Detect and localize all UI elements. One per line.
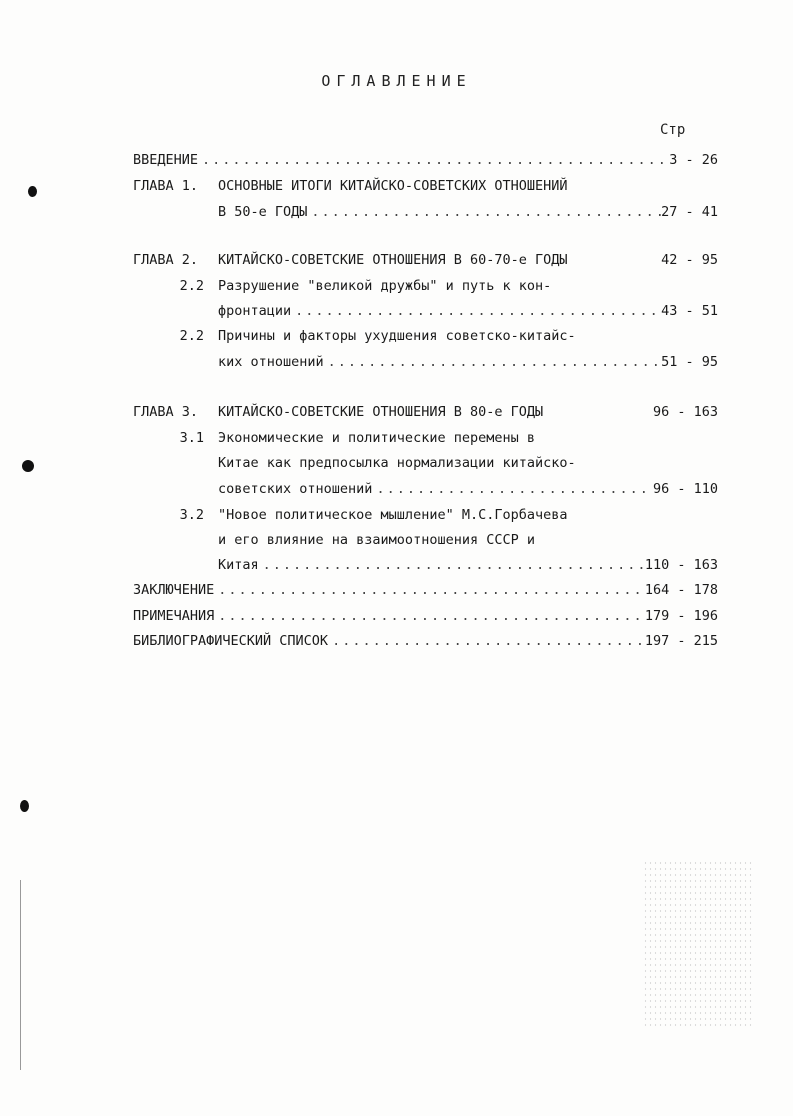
toc-leader-dots (307, 202, 661, 222)
toc-leader-dots (198, 150, 669, 170)
toc-entry-text: Причины и факторы ухудшения советско-китайс- (218, 328, 576, 344)
toc-row-section-3-1-cont2 (133, 479, 718, 499)
toc-entry-text: "Новое политическое мышление" М.С.Горбачева (218, 507, 568, 523)
toc-entry-pages: 43 - 51 (661, 303, 718, 319)
toc-section-label: 3.2 (179, 507, 204, 523)
toc-entry-pages: 197 - 215 (644, 633, 718, 649)
toc-row-section-2-2-cont (133, 352, 718, 372)
toc-leader-dots (324, 352, 661, 372)
toc-entry-pages: 3 - 26 (669, 152, 718, 168)
toc-entry-pages: 51 - 95 (661, 354, 718, 370)
toc-row-bibliography (133, 631, 718, 651)
toc-chapter-label (133, 202, 218, 222)
page-title: ОГЛАВЛЕНИЕ (321, 72, 472, 90)
page-column-header: Стр (660, 122, 686, 138)
scan-noise (643, 860, 753, 1030)
toc-row-section-2-1-cont (133, 301, 718, 321)
toc-row-introduction (133, 150, 718, 170)
toc-entry-text: ПРИМЕЧАНИЯ (133, 608, 215, 624)
toc-leader-dots (372, 479, 653, 499)
toc-entry-text: фронтации (218, 303, 292, 319)
toc-entry-text: ВВЕДЕНИЕ (133, 152, 199, 168)
toc-entry-text: Китае как предпосылка нормализации китайско- (218, 455, 576, 471)
toc-section-label (133, 530, 218, 550)
toc-section-label: 2.2 (179, 328, 204, 344)
toc-entry-text: Экономические и политические перемены в (218, 430, 535, 446)
toc-entry-pages: 96 - 163 (652, 404, 718, 420)
toc-row-section-3-1 (133, 428, 718, 448)
scan-hole-mark (28, 186, 37, 197)
toc-row-conclusion (133, 580, 718, 600)
toc-row-section-3-2 (133, 505, 718, 525)
toc-entry-text: Китая (218, 557, 259, 573)
toc-row-notes (133, 606, 718, 626)
toc-entry-text: и его влияние на взаимоотношения СССР и (218, 532, 535, 548)
toc-entry-text: советских отношений (218, 481, 373, 497)
toc-row-chapter-2 (133, 250, 718, 270)
scan-edge-line (20, 880, 21, 1070)
toc-leader-dots (214, 606, 645, 626)
toc-row-section-2-1 (133, 276, 718, 296)
toc-section-label (133, 555, 218, 575)
toc-leader-dots (291, 301, 661, 321)
toc-section-label (133, 352, 218, 372)
toc-entry-pages: 110 - 163 (644, 557, 718, 573)
toc-row-chapter-1-cont (133, 202, 718, 222)
toc-leader-dots (214, 580, 645, 600)
toc-chapter-label: ГЛАВА 3. (133, 404, 199, 420)
toc-chapter-label: ГЛАВА 1. (133, 178, 199, 194)
toc-leader-dots (328, 631, 645, 651)
toc-entry-pages: 27 - 41 (661, 204, 718, 220)
toc-entry-text: Разрушение "великой дружбы" и путь к кон- (218, 278, 552, 294)
toc-leader-dots (259, 555, 645, 575)
toc-entry-text: БИБЛИОГРАФИЧЕСКИЙ СПИСОК (133, 633, 329, 649)
toc-entry-text: КИТАЙСКО-СОВЕТСКИЕ ОТНОШЕНИЯ В 60-70-е ГОДЫ (218, 252, 568, 268)
toc-entry-pages: 96 - 110 (652, 481, 718, 497)
toc-entry-text: ОСНОВНЫЕ ИТОГИ КИТАЙСКО-СОВЕТСКИХ ОТНОШЕНИЙ (218, 178, 568, 194)
toc-entry-text: В 50-е ГОДЫ (218, 204, 308, 220)
toc-entry-pages: 42 - 95 (661, 252, 718, 268)
toc-row-section-3-1-cont (133, 453, 718, 473)
toc-section-label (133, 453, 218, 473)
toc-entry-text: ких отношений (218, 354, 324, 370)
toc-row-chapter-1 (133, 176, 718, 196)
toc-chapter-label: ГЛАВА 2. (133, 252, 199, 268)
toc-entry-text: КИТАЙСКО-СОВЕТСКИЕ ОТНОШЕНИЯ В 80-е ГОДЫ (218, 404, 544, 420)
toc-entry-pages: 164 - 178 (644, 582, 718, 598)
toc-section-label (133, 479, 218, 499)
toc-row-section-3-2-cont2 (133, 555, 718, 575)
toc-row-section-2-2 (133, 326, 718, 346)
toc-entry-text: ЗАКЛЮЧЕНИЕ (133, 582, 215, 598)
scan-hole-mark (20, 800, 29, 812)
toc-section-label (133, 301, 218, 321)
toc-row-section-3-2-cont (133, 530, 718, 550)
toc-section-label: 2.2 (179, 278, 204, 294)
toc-row-chapter-3 (133, 402, 718, 422)
toc-entry-pages: 179 - 196 (644, 608, 718, 624)
toc-section-label: 3.1 (179, 430, 204, 446)
scan-hole-mark (22, 460, 34, 472)
